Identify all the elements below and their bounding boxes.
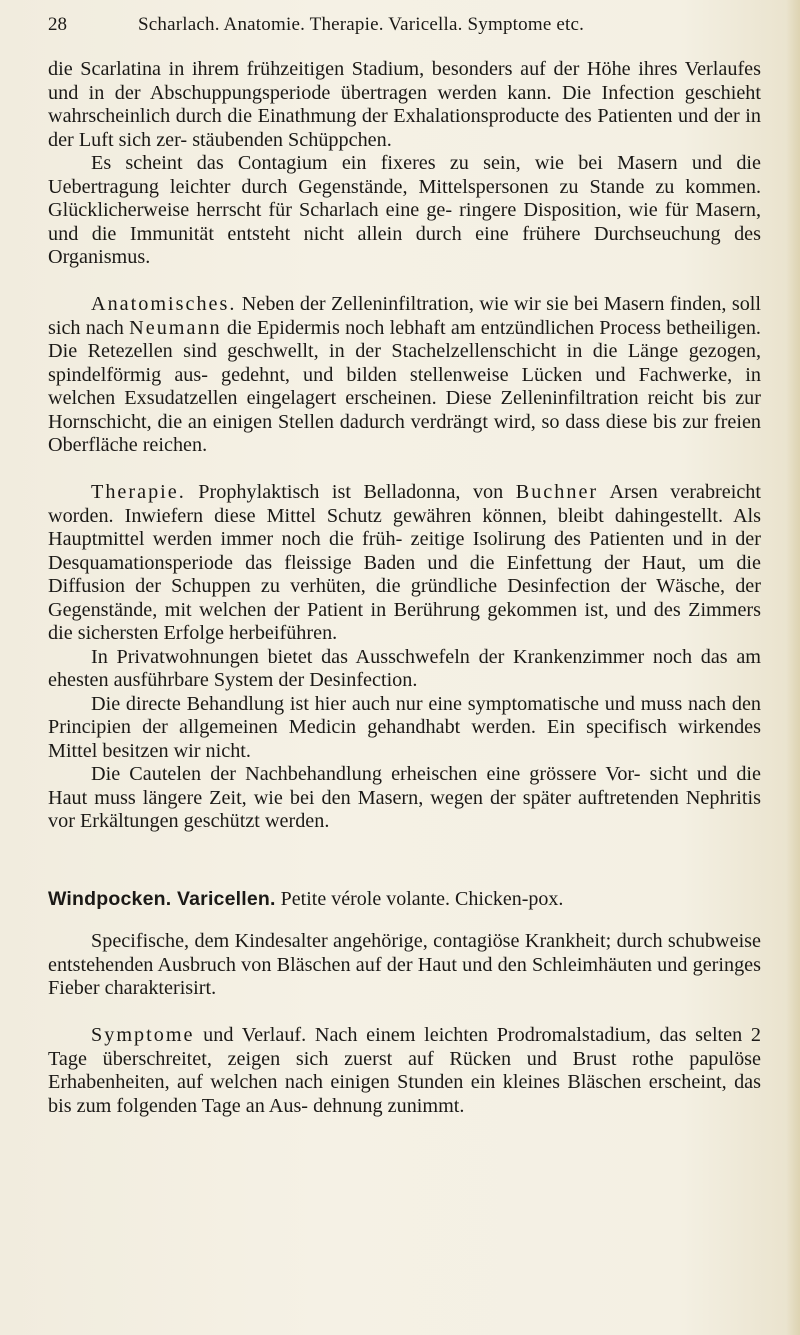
paragraph: In Privatwohnungen bietet das Ausschwefeln der Krankenzimmer noch das am ehesten ausführbare System der Desinfection.: [48, 645, 761, 691]
run-in-heading: Anatomisches.: [91, 293, 237, 315]
page-edge: [786, 0, 800, 1335]
paragraph: Specifische, dem Kindesalter angehörige, contagiöse Krankheit; durch schubweise entstehenden Ausbruch von Bläschen auf der Haut und den Schleimhäuten und geringes Fieber charakterisirt.: [48, 930, 761, 999]
running-head: [48, 14, 752, 44]
paragraph-therapie: [48, 481, 761, 646]
paragraph-text: Neben der Zelleninfiltration, wie wir sie bei Masern finden, soll sich nach: [48, 293, 762, 339]
section-title: Windpocken. Varicellen.: [48, 887, 276, 910]
running-head-title: Scharlach. Anatomie. Therapie. Varicella. Symptome etc.: [138, 14, 585, 35]
author-name: Buchner: [515, 481, 599, 503]
paragraph-text: Arsen verabreicht worden. Inwiefern diese Mittel Schutz gewähren können, bleibt dahingestellt. Als Hauptmittel werden immer noch die früh- zeitige Isolirung des Patienten und in der Desquamationsperiode das fleissige Baden und die Einfettung der Haut, um die Diffusion der Schuppen zu verhüten, die gründliche Desinfection der Wäsche, der Gegenstände, mit welchen der Patient in Berührung gekommen ist, und des Zimmers die sichersten Erfolge herbeiführen.: [48, 481, 762, 644]
section-heading: [48, 888, 761, 912]
run-in-heading: Symptome: [91, 1024, 195, 1046]
paragraph: Die directe Behandlung ist hier auch nur eine symptomatische und muss nach den Principien der allgemeinen Medicin gehandhabt werden. Ein specifisch wirkendes Mittel besitzen wir nicht.: [48, 692, 761, 762]
run-in-heading: Therapie.: [91, 481, 186, 503]
author-name: Neumann: [129, 316, 222, 339]
paragraph: die Scarlatina in ihrem frühzeitigen Stadium, besonders auf der Höhe ihres Verlaufes und in der Abschuppungsperiode übertragen werden kann. Die Infection geschieht wahrscheinlich durch die Einathmung der Exhalationsproducte des Patienten und der in der Luft sich zer- stäubenden Schüppchen.: [48, 58, 761, 151]
paragraph-text: die Epidermis noch lebhaft am entzündlichen Process betheiligen. Die Retezellen sind geschwellt, in der Stachelzellenschicht in die Länge gezogen, spindelförmig aus- gedehnt, und bilden stellenweise Lücken und Fachwerke, in welchen Exsudatzellen eingelagert erscheinen. Diese Zelleninfiltration reicht bis zur Hornschicht, die an einigen Stellen dadurch verdrängt wird, so dass diese bis zur freien Oberfläche reichen.: [48, 316, 761, 456]
paragraph-text: und Verlauf. Nach einem leichten Prodromalstadium, das selten 2 Tage überschreitet, zeigen sich zuerst auf Rücken und Brust rothe papulöse Erhabenheiten, auf welchen nach einigen Stunden ein kleines Bläschen erscheint, das bis zum folgenden Tage an Aus- dehnung zunimmt.: [48, 1024, 761, 1117]
body-text: [48, 58, 761, 1118]
paragraph-symptome: [48, 1024, 761, 1118]
paragraph: Die Cautelen der Nachbehandlung erheischen eine grössere Vor- sicht und die Haut muss längere Zeit, wie bei den Masern, wegen der später auftretenden Nephritis vor Erkältungen geschützt werden.: [48, 763, 761, 832]
section-subtitle: Petite vérole volante. Chicken-pox.: [280, 887, 564, 910]
paragraph-anatomisches: [48, 293, 761, 458]
paragraph: Es scheint das Contagium ein fixeres zu sein, wie bei Masern und die Uebertragung leichter durch Gegenstände, Mittelspersonen zu Stande zu kommen. Glücklicherweise herrscht für Scharlach eine ge- ringere Disposition, wie für Masern, und die Immunität entsteht nicht allein durch eine frühere Durchseuchung des Organismus.: [48, 152, 761, 268]
page-number: 28: [48, 14, 67, 35]
paragraph-text: Prophylaktisch ist Belladonna, von: [198, 481, 504, 503]
